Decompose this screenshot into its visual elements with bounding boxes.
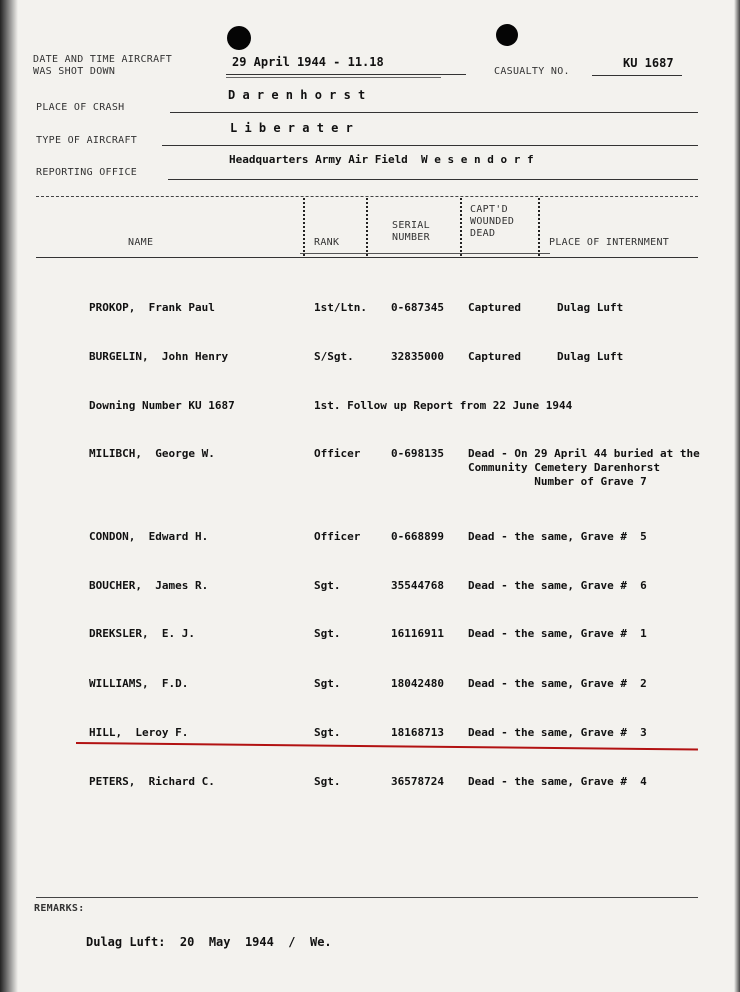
row-rank: S/Sgt. <box>314 350 354 363</box>
col-internment: PLACE OF INTERNMENT <box>549 237 670 248</box>
remarks-label: REMARKS: <box>34 903 85 914</box>
col-rank: RANK <box>314 237 340 248</box>
row-rank: Officer <box>314 530 361 543</box>
remarks-text: Dulag Luft: 20 May 1944 / We. <box>86 935 332 949</box>
date-underline-2 <box>226 77 441 78</box>
red-highlight-underline <box>76 742 698 751</box>
row-remark: Dead - the same, Grave # 4 <box>468 775 647 788</box>
row-name: DREKSLER, E. J. <box>89 627 195 640</box>
row-serial: 16116911 <box>391 627 444 640</box>
row-remark: Dead - the same, Grave # 1 <box>468 627 647 640</box>
col-divider-1 <box>303 198 305 256</box>
crash-place-label: PLACE OF CRASH <box>36 102 125 113</box>
col-name: NAME <box>128 237 154 248</box>
row-serial: 32835000 <box>391 350 444 363</box>
row-serial: 0-698135 <box>391 447 444 460</box>
row-name: BOUCHER, James R. <box>89 579 209 592</box>
col-divider-3 <box>460 198 462 256</box>
crash-place-line <box>170 112 698 113</box>
punch-hole-left <box>227 26 251 50</box>
row-remark: Dead - the same, Grave # 3 <box>468 726 647 739</box>
col-divider-4 <box>538 198 540 256</box>
row-rank: Officer <box>314 447 361 460</box>
row-name: BURGELIN, John Henry <box>89 350 229 363</box>
casualty-value: KU 1687 <box>623 56 674 70</box>
row-remark: Dead - the same, Grave # 6 <box>468 579 647 592</box>
row-name: CONDON, Edward H. <box>89 530 209 543</box>
followup-report-note: 1st. Follow up Report from 22 June 1944 <box>314 399 573 412</box>
row-name: PETERS, Richard C. <box>89 775 215 788</box>
row-status: Captured <box>468 350 521 363</box>
crash-place-value: D a r e n h o r s t <box>228 88 366 102</box>
row-rank: Sgt. <box>314 677 341 690</box>
col-divider-2 <box>366 198 368 256</box>
row-remark: Dead - On 29 April 44 buried at the Community Cemetery Darenhorst Number of Grave 7 <box>468 447 700 488</box>
column-header-line <box>36 257 698 258</box>
aircraft-type-value: L i b e r a t e r <box>230 121 353 135</box>
date-underline <box>226 74 466 75</box>
followup-downing-number: Downing Number KU 1687 <box>89 399 235 412</box>
row-name: PROKOP, Frank Paul <box>89 301 215 314</box>
casualty-underline <box>592 75 682 76</box>
header-separator <box>36 196 698 197</box>
row-serial: 18042480 <box>391 677 444 690</box>
row-serial: 18168713 <box>391 726 444 739</box>
date-value: 29 April 1944 - 11.18 <box>232 55 384 69</box>
row-status: Captured <box>468 301 521 314</box>
row-name: WILLIAMS, F.D. <box>89 677 189 690</box>
aircraft-type-line <box>162 145 698 146</box>
casualty-label: CASUALTY NO. <box>494 66 570 77</box>
row-internment: Dulag Luft <box>557 301 624 314</box>
aircraft-type-label: TYPE OF AIRCRAFT <box>36 135 138 146</box>
col-status: CAPT'D WOUNDED DEAD <box>470 204 515 239</box>
column-header-subline <box>300 253 550 254</box>
row-serial: 36578724 <box>391 775 444 788</box>
reporting-office-line <box>168 179 698 180</box>
scan-edge-left <box>0 0 18 992</box>
remarks-separator <box>36 897 698 898</box>
row-remark: Dead - the same, Grave # 5 <box>468 530 647 543</box>
row-rank: 1st/Ltn. <box>314 301 367 314</box>
row-rank: Sgt. <box>314 627 341 640</box>
col-serial: SERIAL NUMBER <box>392 220 430 243</box>
row-name: HILL, Leroy F. <box>89 726 189 739</box>
scan-edge-right <box>734 0 740 992</box>
row-rank: Sgt. <box>314 726 341 739</box>
row-remark: Dead - the same, Grave # 2 <box>468 677 647 690</box>
date-label: DATE AND TIME AIRCRAFT WAS SHOT DOWN <box>33 54 173 77</box>
row-name: MILIBCH, George W. <box>89 447 215 460</box>
row-serial: 0-687345 <box>391 301 444 314</box>
reporting-office-label: REPORTING OFFICE <box>36 167 138 178</box>
row-internment: Dulag Luft <box>557 350 624 363</box>
reporting-office-value: Headquarters Army Air Field W e s e n d o r f <box>229 153 534 166</box>
row-rank: Sgt. <box>314 775 341 788</box>
punch-hole-right <box>496 24 518 46</box>
row-serial: 35544768 <box>391 579 444 592</box>
row-rank: Sgt. <box>314 579 341 592</box>
row-serial: 0-668899 <box>391 530 444 543</box>
